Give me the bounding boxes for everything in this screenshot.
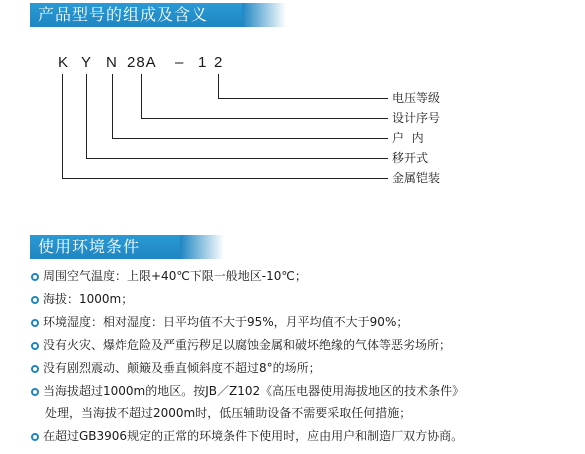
bullet-icon	[31, 365, 39, 373]
bullet-icon	[31, 342, 39, 350]
bracket-line	[218, 74, 219, 98]
meaning-metal-clad: 金属铠装	[392, 171, 441, 185]
section-title: 使用环境条件	[38, 237, 141, 256]
bracket-line	[218, 98, 388, 99]
list-item: 环境湿度：相对湿度：日平均值不大于95%，月平均值不大于90%；	[31, 315, 408, 329]
list-item: 在超过GB3906规定的正常的环境条件下使用时，应由用户和制造厂双方协商。	[31, 429, 463, 443]
bullet-icon	[31, 273, 39, 281]
bracket-line	[112, 74, 113, 138]
bracket-line	[141, 74, 142, 118]
model-code-k: K	[58, 54, 70, 71]
bullet-icon	[31, 388, 39, 396]
section-title: 产品型号的组成及含义	[38, 5, 209, 24]
meaning-design-number: 设计序号	[392, 111, 441, 125]
list-item: 没有火灾、爆炸危险及严重污秽足以腐蚀金属和破坏绝缘的气体等恶劣场所；	[31, 338, 451, 352]
bullet-icon	[31, 319, 39, 327]
bullet-icon	[31, 433, 39, 441]
meaning-voltage-level: 电压等级	[392, 91, 441, 105]
model-code-dash: –	[175, 54, 185, 71]
bracket-line	[112, 138, 388, 139]
meaning-withdrawable: 移开式	[392, 151, 429, 165]
list-item: 当海拔超过1000m的地区。按JB／Z102《高压电器使用海拔地区的技术条件》	[31, 384, 464, 398]
model-code-2: 2	[214, 54, 224, 71]
section-banner-model	[30, 3, 242, 27]
bracket-line	[86, 74, 87, 158]
meaning-indoor: 户 内	[392, 131, 424, 145]
bracket-line	[141, 118, 388, 119]
section-banner-conditions	[30, 235, 180, 259]
list-item: 海拔：1000m；	[31, 292, 133, 306]
list-item: 周围空气温度：上限+40℃下限一般地区-10℃；	[31, 269, 307, 283]
bullet-icon	[31, 296, 39, 304]
list-item-continuation: 处理，当海拔不超过2000m时，低压辅助设备不需要采取任何措施；	[45, 406, 412, 420]
model-code-28a: 28A	[127, 54, 157, 71]
list-item: 没有剧烈震动、颠簸及垂直倾斜度不超过8°的场所；	[31, 361, 321, 375]
model-code-1: 1	[198, 54, 208, 71]
bracket-line	[86, 158, 388, 159]
bracket-line	[62, 74, 63, 178]
model-code-y: Y	[81, 54, 93, 71]
model-code-n: N	[106, 54, 118, 71]
bracket-line	[62, 178, 388, 179]
